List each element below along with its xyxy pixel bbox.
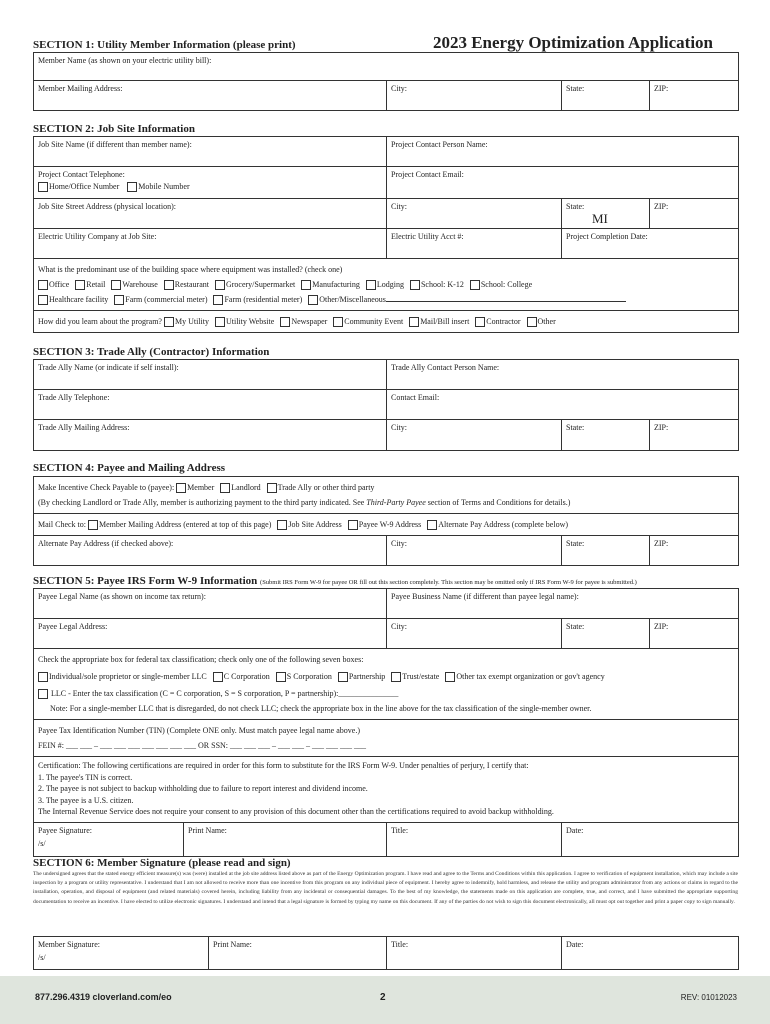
mail-check-checkbox[interactable] bbox=[277, 520, 287, 530]
member-print-name-field[interactable]: Print Name: bbox=[209, 937, 387, 970]
building-use-option-other-miscellaneous[interactable] bbox=[308, 292, 626, 307]
learn-about-checkbox[interactable] bbox=[475, 317, 485, 327]
revision-label: REV: 01012023 bbox=[680, 993, 737, 1002]
building-use-option-label: Office bbox=[49, 280, 70, 289]
payee-state-field[interactable]: State: bbox=[562, 619, 650, 649]
building-use-option-label: Grocery/Supermarket bbox=[225, 280, 296, 289]
building-use-option-label: School: College bbox=[480, 280, 533, 289]
building-use-option-label: Healthcare facility bbox=[49, 295, 109, 304]
job-zip-field[interactable]: ZIP: bbox=[650, 199, 739, 229]
building-use-cell bbox=[34, 259, 739, 311]
learn-about-option-label: My Utility bbox=[174, 317, 209, 326]
payee-date-field[interactable]: Date: bbox=[562, 823, 739, 857]
mail-check-option-label: Alternate Pay Address (complete below) bbox=[438, 520, 569, 529]
member-state-field[interactable]: State: bbox=[562, 81, 650, 111]
third-party-payee-term: Third-Party Payee bbox=[366, 498, 426, 507]
learn-about-option-label: Other bbox=[537, 317, 556, 326]
building-use-checkbox[interactable] bbox=[470, 280, 480, 290]
trade-ally-zip-field[interactable]: ZIP: bbox=[650, 420, 739, 451]
building-use-checkbox[interactable] bbox=[410, 280, 420, 290]
trade-ally-city-field[interactable]: City: bbox=[387, 420, 562, 451]
learn-about-option-label: Mail/Bill insert bbox=[420, 317, 470, 326]
building-use-checkbox[interactable] bbox=[366, 280, 376, 290]
payee-option-label: Trade Ally or other third party bbox=[277, 483, 375, 492]
building-use-checkbox[interactable] bbox=[114, 295, 124, 305]
mail-check-option-member-mailing-address-entered-at-top-of-this-page[interactable] bbox=[88, 517, 271, 532]
learn-about-option-label: Utility Website bbox=[225, 317, 275, 326]
job-state-label: State: bbox=[566, 202, 585, 211]
building-use-checkbox[interactable] bbox=[301, 280, 311, 290]
alt-zip-field[interactable]: ZIP: bbox=[650, 536, 739, 566]
mail-check-checkbox[interactable] bbox=[427, 520, 437, 530]
member-signature-field[interactable] bbox=[34, 937, 209, 970]
building-use-option-restaurant[interactable] bbox=[164, 277, 209, 292]
building-use-option-farm-residential-meter[interactable] bbox=[213, 292, 302, 307]
fein-ssn-line: FEIN #: ___ ___ – ___ ___ ___ ___ ___ ___ ___ OR SSN: ___ ___ ___ – ___ ___ – ___ ___ ___ ___ bbox=[38, 741, 367, 750]
trade-ally-state-field[interactable]: State: bbox=[562, 420, 650, 451]
mail-check-option-job-site-address[interactable] bbox=[277, 517, 341, 532]
certification-item: 1. The payee's TIN is correct. bbox=[38, 772, 133, 782]
building-use-option-warehouse[interactable] bbox=[111, 277, 157, 292]
section-2-table bbox=[33, 136, 739, 333]
learn-about-checkbox[interactable] bbox=[215, 317, 225, 327]
building-use-option-label: Farm (commercial meter) bbox=[125, 295, 208, 304]
member-date-field[interactable]: Date: bbox=[562, 937, 739, 970]
utility-company-field[interactable]: Electric Utility Company at Job Site: bbox=[34, 229, 387, 259]
mail-check-cell bbox=[34, 514, 739, 536]
tax-class-option-individual-sole-proprietor-or-single-member-llc[interactable] bbox=[38, 669, 207, 684]
building-use-option-office[interactable] bbox=[38, 277, 69, 292]
member-mailing-address-field[interactable]: Member Mailing Address: bbox=[34, 81, 387, 111]
section-1-table bbox=[33, 52, 739, 111]
payee-signature-label: Payee Signature: bbox=[38, 826, 92, 835]
building-use-option-school-college[interactable] bbox=[470, 277, 532, 292]
mobile-checkbox[interactable] bbox=[127, 182, 137, 192]
job-street-address-field[interactable]: Job Site Street Address (physical location): bbox=[34, 199, 387, 229]
tax-class-option-s-corporation[interactable] bbox=[276, 669, 332, 684]
learn-about-option-other[interactable] bbox=[527, 314, 556, 329]
tin-cell[interactable] bbox=[34, 720, 739, 757]
learn-about-question: How did you learn about the program? bbox=[38, 317, 162, 326]
building-use-option-label: Other/Miscellaneous bbox=[319, 295, 386, 304]
payee-checkbox[interactable] bbox=[267, 483, 277, 493]
tax-class-row bbox=[38, 669, 734, 684]
learn-about-checkbox[interactable] bbox=[527, 317, 537, 327]
tax-class-option-trust-estate[interactable] bbox=[391, 669, 439, 684]
contact-phone-field[interactable] bbox=[34, 167, 387, 199]
section-3-title: SECTION 3: Trade Ally (Contractor) Information bbox=[33, 346, 270, 358]
payee-option-label: Landlord bbox=[231, 483, 261, 492]
member-title-field[interactable]: Title: bbox=[387, 937, 562, 970]
contact-phone-label: Project Contact Telephone: bbox=[38, 170, 125, 179]
mail-check-checkbox[interactable] bbox=[88, 520, 98, 530]
tax-class-option-label: S Corporation bbox=[286, 672, 332, 681]
tax-class-option-partnership[interactable] bbox=[338, 669, 385, 684]
mobile-label: Mobile Number bbox=[138, 182, 190, 191]
payee-row bbox=[38, 480, 734, 495]
payee-option-trade-ally-or-other-third-party[interactable] bbox=[267, 480, 375, 495]
mail-check-option-alternate-pay-address-complete-below[interactable] bbox=[427, 517, 568, 532]
payable-to-label: Make Incentive Check Payable to (payee): bbox=[38, 483, 175, 492]
payee-option-label: Member bbox=[187, 483, 215, 492]
building-use-option-label: Manufacturing bbox=[312, 280, 360, 289]
learn-about-option-community-event[interactable] bbox=[333, 314, 403, 329]
page-number: 2 bbox=[380, 992, 386, 1003]
certification-item: The Internal Revenue Service does not require your consent to any provision of this document other than the certifications required to avoid backup withholding. bbox=[38, 807, 554, 816]
payee-signature-field[interactable] bbox=[34, 823, 184, 857]
learn-about-checkbox[interactable] bbox=[280, 317, 290, 327]
payee-checkbox[interactable] bbox=[176, 483, 186, 493]
learn-about-option-label: Contractor bbox=[486, 317, 521, 326]
alt-state-field[interactable]: State: bbox=[562, 536, 650, 566]
certification-item: 2. The payee is not subject to backup withholding due to failure to report interest and dividend income. bbox=[38, 784, 368, 793]
building-use-option-manufacturing[interactable] bbox=[301, 277, 360, 292]
section-5-note: (Submit IRS Form W-9 for payee OR fill out this section completely. This section may be omitted only if IRS Form W-9 for payee is submitted.) bbox=[260, 579, 637, 586]
building-use-question: What is the predominant use of the building space where equipment was installed? (check one) bbox=[38, 265, 343, 274]
application-title: 2023 Energy Optimization Application bbox=[432, 33, 713, 52]
payee-checkbox[interactable] bbox=[220, 483, 230, 493]
footer-contact: 877.296.4319 cloverland.com/eo bbox=[35, 992, 172, 1002]
section-5-title: SECTION 5: Payee IRS Form W-9 Information (Submit IRS Form W-9 for payee OR fill out this section completely. This section may be omitted only if IRS Form W-9 for payee is submitted.) bbox=[33, 575, 637, 587]
building-use-checkbox[interactable] bbox=[75, 280, 85, 290]
certification-intro: Certification: The following certifications are required in order for this form to substitute for the IRS Form W-9. Under penalties of perjury, I certify that: bbox=[38, 761, 529, 770]
building-use-checkbox[interactable] bbox=[308, 295, 318, 305]
certification-item: 3. The payee is a U.S. citizen. bbox=[38, 795, 134, 805]
learn-about-option-newspaper[interactable] bbox=[280, 314, 327, 329]
building-use-option-farm-commercial-meter[interactable] bbox=[114, 292, 207, 307]
learn-about-checkbox[interactable] bbox=[164, 317, 174, 327]
building-use-option-label: Restaurant bbox=[174, 280, 209, 289]
section-3-table bbox=[33, 359, 739, 451]
tax-class-checkbox[interactable] bbox=[391, 672, 401, 682]
tax-class-option-label: Trust/estate bbox=[402, 672, 440, 681]
job-city-field[interactable]: City: bbox=[387, 199, 562, 229]
learn-about-option-mail-bill-insert[interactable] bbox=[409, 314, 469, 329]
payee-print-name-field[interactable]: Print Name: bbox=[184, 823, 387, 857]
home-office-checkbox[interactable] bbox=[38, 182, 48, 192]
trade-ally-contact-field[interactable]: Trade Ally Contact Person Name: bbox=[387, 360, 739, 390]
payee-zip-field[interactable]: ZIP: bbox=[650, 619, 739, 649]
section-5-table bbox=[33, 588, 739, 857]
mail-check-option-label: Payee W-9 Address bbox=[358, 520, 422, 529]
tax-class-option-other-tax-exempt-organization-or-gov-t-agency[interactable] bbox=[445, 669, 604, 684]
building-use-checkbox[interactable] bbox=[111, 280, 121, 290]
building-use-option-retail[interactable] bbox=[75, 277, 105, 292]
payee-business-name-field[interactable]: Payee Business Name (if different than payee legal name): bbox=[387, 589, 739, 619]
building-use-checkbox[interactable] bbox=[38, 280, 48, 290]
mail-check-option-payee-w-9-address[interactable] bbox=[348, 517, 422, 532]
building-use-checkbox[interactable] bbox=[38, 295, 48, 305]
other-misc-blank[interactable] bbox=[386, 294, 626, 302]
building-use-option-label: Farm (residential meter) bbox=[224, 295, 303, 304]
tax-class-cell bbox=[34, 649, 739, 720]
utility-acct-field[interactable]: Electric Utility Acct #: bbox=[387, 229, 562, 259]
tax-class-checkbox[interactable] bbox=[445, 672, 455, 682]
building-use-row-2 bbox=[38, 292, 734, 307]
section-1-title: SECTION 1: Utility Member Information (please print) bbox=[33, 39, 296, 51]
payee-city-field[interactable]: City: bbox=[387, 619, 562, 649]
payee-option-member[interactable] bbox=[176, 480, 214, 495]
learn-about-option-label: Community Event bbox=[344, 317, 404, 326]
section-2-title: SECTION 2: Job Site Information bbox=[33, 123, 195, 135]
payee-legal-address-field[interactable]: Payee Legal Address: bbox=[34, 619, 387, 649]
tax-class-checkbox[interactable] bbox=[338, 672, 348, 682]
building-use-option-label: Warehouse bbox=[122, 280, 158, 289]
member-signature-value: /s/ bbox=[38, 953, 46, 962]
llc-note: Note: For a single-member LLC that is disregarded, do not check LLC; check the appropriate box in the line above for the tax classification of the single-member owner. bbox=[50, 704, 592, 713]
certification-cell bbox=[34, 757, 739, 823]
building-use-option-healthcare-facility[interactable] bbox=[38, 292, 108, 307]
tin-label: Payee Tax Identification Number (TIN) (Complete ONE only. Must match payee legal name above.) bbox=[38, 726, 360, 735]
trade-ally-email-field[interactable]: Contact Email: bbox=[387, 390, 739, 420]
tax-class-checkbox[interactable] bbox=[38, 672, 48, 682]
llc-checkbox[interactable] bbox=[38, 689, 48, 699]
trade-ally-address-field[interactable]: Trade Ally Mailing Address: bbox=[34, 420, 387, 451]
member-zip-field[interactable]: ZIP: bbox=[650, 81, 739, 111]
section-4-title: SECTION 4: Payee and Mailing Address bbox=[33, 462, 226, 474]
building-use-checkbox[interactable] bbox=[215, 280, 225, 290]
tax-class-checkbox[interactable] bbox=[213, 672, 223, 682]
payee-cell bbox=[34, 477, 739, 514]
building-use-row-1 bbox=[38, 277, 734, 292]
mail-check-option-label: Job Site Address bbox=[288, 520, 342, 529]
llc-line: LLC - Enter the tax classification (C = C corporation, S = S corporation, P = partnership):_______________ bbox=[51, 689, 399, 698]
building-use-option-grocery-supermarket[interactable] bbox=[215, 277, 295, 292]
building-use-checkbox[interactable] bbox=[213, 295, 223, 305]
mail-check-checkbox[interactable] bbox=[348, 520, 358, 530]
trade-ally-name-field[interactable]: Trade Ally Name (or indicate if self install): bbox=[34, 360, 387, 390]
page-footer bbox=[0, 976, 770, 1024]
home-office-label: Home/Office Number bbox=[49, 182, 120, 191]
payee-legal-name-field[interactable]: Payee Legal Name (as shown on income tax return): bbox=[34, 589, 387, 619]
tax-class-option-label: Partnership bbox=[348, 672, 386, 681]
member-name-field[interactable]: Member Name (as shown on your electric utility bill): bbox=[34, 53, 739, 81]
learn-about-option-utility-website[interactable] bbox=[215, 314, 274, 329]
learn-about-option-label: Newspaper bbox=[291, 317, 328, 326]
tax-class-checkbox[interactable] bbox=[276, 672, 286, 682]
payable-note: (By checking Landlord or Trade Ally, member is authorizing payment to the third party indicated. See Third-Party Payee section of Terms and Conditions for details.) bbox=[38, 498, 571, 507]
section-4-table bbox=[33, 476, 739, 566]
learn-about-row bbox=[38, 314, 734, 329]
member-city-field[interactable]: City: bbox=[387, 81, 562, 111]
learn-about-checkbox[interactable] bbox=[409, 317, 419, 327]
payee-signature-value: /s/ bbox=[38, 839, 46, 848]
mail-check-label: Mail Check to: bbox=[38, 520, 86, 529]
section-6-table bbox=[33, 936, 739, 970]
member-signature-label: Member Signature: bbox=[38, 940, 100, 949]
mail-check-row bbox=[38, 517, 734, 532]
building-use-option-label: Lodging bbox=[376, 280, 404, 289]
mail-check-option-label: Member Mailing Address (entered at top of this page) bbox=[99, 520, 272, 529]
tax-class-option-label: Individual/sole proprietor or single-member LLC bbox=[49, 672, 207, 681]
tax-class-option-label: C Corporation bbox=[223, 672, 270, 681]
section-6-title: SECTION 6: Member Signature (please read and sign) bbox=[33, 857, 291, 869]
payee-option-landlord[interactable] bbox=[220, 480, 260, 495]
building-use-option-label: School: K-12 bbox=[420, 280, 464, 289]
learn-about-option-contractor[interactable] bbox=[475, 314, 520, 329]
job-state-value: MI bbox=[592, 211, 608, 226]
trade-ally-phone-field[interactable]: Trade Ally Telephone: bbox=[34, 390, 387, 420]
building-use-option-school-k-12[interactable] bbox=[410, 277, 464, 292]
building-use-checkbox[interactable] bbox=[164, 280, 174, 290]
alt-address-field[interactable]: Alternate Pay Address (if checked above): bbox=[34, 536, 387, 566]
building-use-option-label: Retail bbox=[86, 280, 106, 289]
contact-person-field[interactable]: Project Contact Person Name: bbox=[387, 137, 739, 167]
alt-city-field[interactable]: City: bbox=[387, 536, 562, 566]
learn-about-cell bbox=[34, 311, 739, 333]
tax-class-question: Check the appropriate box for federal tax classification; check only one of the following seven boxes: bbox=[38, 655, 364, 664]
payee-title-field[interactable]: Title: bbox=[387, 823, 562, 857]
contact-email-field[interactable]: Project Contact Email: bbox=[387, 167, 739, 199]
job-site-name-field[interactable]: Job Site Name (if different than member name): bbox=[34, 137, 387, 167]
building-use-option-lodging[interactable] bbox=[366, 277, 404, 292]
learn-about-checkbox[interactable] bbox=[333, 317, 343, 327]
completion-date-field[interactable]: Project Completion Date: bbox=[562, 229, 739, 259]
job-state-field[interactable] bbox=[562, 199, 650, 229]
tax-class-option-label: Other tax exempt organization or gov't agency bbox=[456, 672, 605, 681]
learn-about-option-my-utility[interactable] bbox=[164, 314, 209, 329]
member-agreement-text: The undersigned agrees that the stated energy efficient measure(s) was (were) installed at the job site address listed above as part of the Energy Optimization program. I have read and agree to the Terms and Conditions within this application. I agree to verification of equipment installation, which may include a site inspection by a program or utility representative. I understand that I am not allowed to receive more than one incentive from this program on any individual piece of equipment. I hereby agree to indemnify, hold harmless, and release the utility and program administrator from any actions or claims in regard to the installation, operation, and disposal of equipment (and related materials) covered herein, including liability from any incidental or consequential damages. To the best of my knowledge, the statements made on this application are complete, true, and correct, and I have submitted the appropriate supporting documentation to receive an incentive. I have elected to utilize electronic signatures. I understand and intend that a legal signature is formed by typing my name on this document. If any of the parties do not wish to sign this document electronically, all must opt out together and print a paper copy to sign manually. bbox=[33, 871, 738, 905]
tax-class-option-c-corporation[interactable] bbox=[213, 669, 270, 684]
